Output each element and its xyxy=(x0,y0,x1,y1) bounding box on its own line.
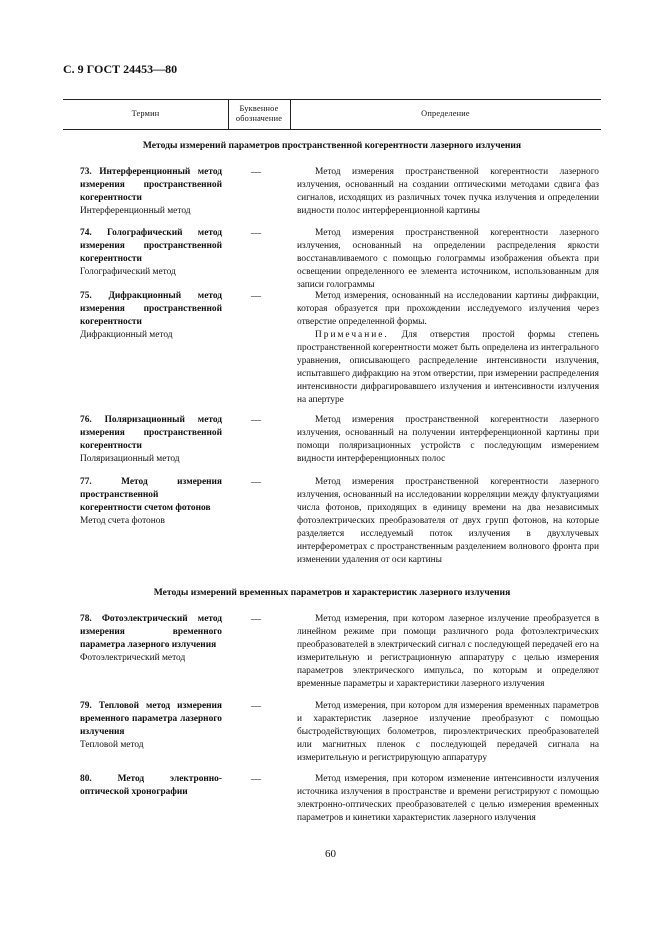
term-name: Голографический метод измерения пространственной когерентности xyxy=(80,228,222,264)
term-definition: Метод измерения, при котором изменение интенсивности излучения источника излучения в пространстве и времени регистрируют с помощью электронно-оптических преобразователей с целью измерения временных параметров и кинетики характеристик лазерного излучения xyxy=(297,774,599,823)
letter-designation: — xyxy=(251,614,261,625)
term-definition: Метод измерения пространственной когерентности лазерного излучения, основанный на исследовании корреляции между флуктуациями числа фотонов, приходящих в единицу времени на два независимых фотоэлектрических преобразователя от двух групп фотонов, на которые разделяется исследуемый поток излучения в двухлучевых интерферометрах с пространственным разделением волнового фронта при изменении удаления от оси картины xyxy=(297,477,599,565)
term-synonym: Фотоэлектрический метод xyxy=(80,653,186,663)
term-entry xyxy=(80,773,222,799)
note-label: Примечание. xyxy=(315,330,389,340)
term-note xyxy=(297,329,599,407)
term-synonym: Тепловой метод xyxy=(80,740,144,750)
term-name: Поляризационный метод измерения пространственной когерентности xyxy=(80,415,222,451)
term-synonym: Дифракционный метод xyxy=(80,330,173,340)
letter-designation: — xyxy=(251,228,261,239)
term-entry xyxy=(80,414,222,466)
term-entry xyxy=(80,613,222,665)
term-synonym: Интерференционный метод xyxy=(80,206,191,216)
column-header-term: Термин xyxy=(131,109,160,118)
term-definition: Метод измерения, при котором лазерное излучение преобразуется в линейном режиме при помощи различного рода фотоэлектрических преобразователей в электрический сигнал с последующей передачей его на измерительную и регистрационную аппаратуру с целью измерения параметров электрического импульса, по которым и определяют временные параметры и характеристики лазерного излучения xyxy=(297,614,599,689)
term-name: Фотоэлектрический метод измерения временного параметра лазерного излучения xyxy=(80,614,222,650)
term-name: Тепловой метод измерения временного параметра лазерного излучения xyxy=(80,701,222,737)
term-name: Интерференционный метод измерения пространственной когерентности xyxy=(80,167,222,203)
term-name: Метод электронно-оптической хронографии xyxy=(80,774,222,797)
term-number: 80. xyxy=(80,774,92,784)
letter-designation: — xyxy=(251,415,261,426)
letter-designation: — xyxy=(251,701,261,712)
term-number: 76. xyxy=(80,415,92,425)
term-number: 77. xyxy=(80,477,92,487)
term-number: 73. xyxy=(80,167,92,177)
table-header-rule xyxy=(63,129,601,130)
letter-designation: — xyxy=(251,477,261,488)
term-definition: Метод измерения пространственной когерентности лазерного излучения, основанный на создании оптическими методами сдвига фаз сигналов, исходящих из различных точек пучка излучения и определении видности полос интерференционной картины xyxy=(297,167,599,216)
term-number: 78. xyxy=(80,614,92,624)
term-entry xyxy=(80,700,222,752)
term-number: 79. xyxy=(80,701,92,711)
page-number: 60 xyxy=(325,848,336,860)
term-entry xyxy=(80,476,222,528)
term-name: Метод измерения пространственной когерентности счетом фотонов xyxy=(80,477,222,513)
letter-designation: — xyxy=(251,167,261,178)
term-definition: Метод измерения, при котором для измерения временных параметров и характеристик лазерное излучение преобразуют с помощью быстродействующих болометров, пироэлектрических преобразователей или магнитных пленок с последующей передачей сигнала на измерительную и регистрирующую аппаратуру xyxy=(297,701,599,763)
term-entry xyxy=(80,166,222,218)
letter-designation: — xyxy=(251,291,261,302)
term-synonym: Голографический метод xyxy=(80,267,176,277)
term-definition: Метод измерения пространственной когерентности лазерного излучения, основанный на определении распределения яркости восстанавливаемого с помощью голограммы изображения объекта при освещении определенного ее элемента источником, использованным для записи голограммы xyxy=(297,228,599,290)
note-text: Для отверстия простой формы степень пространственной когерентности может быть определена из интегрального уравнения, описывающего распределение интенсивности излучения, испытавшего дифракцию на этом отверстии, при измерении распределения интенсивности дифрагировавшего излучения и интенсивности излучения на апертуре xyxy=(297,330,600,405)
term-definition: Метод измерения пространственной когерентности лазерного излучения, основанный на получении интерференционной картины при помощи поляризационных устройств с последующим измерением видности интерференционных полос xyxy=(297,415,599,464)
term-number: 75. xyxy=(80,291,92,301)
page-header: С. 9 ГОСТ 24453—80 xyxy=(63,62,178,76)
letter-designation: — xyxy=(251,774,261,785)
section-title: Методы измерений временных параметров и характеристик лазерного излучения xyxy=(153,587,511,598)
term-number: 74. xyxy=(80,228,92,238)
term-synonym: Метод счета фотонов xyxy=(80,516,165,526)
term-definition: Метод измерения, основанный на исследовании картины дифракции, которая образуется при прохождении исследуемого излучения через отверстие определенной формы. Примечание. Для отверстия простой формы степень пространственной когерентности может быть определена из интегрального уравнения, описывающего распределение интенсивности излучения, испытавшего дифракцию на этом отверстии, при измерении распределения интенсивности дифрагировавшего излучения и интенсивности излучения на апертуре xyxy=(297,291,600,405)
column-header-definition: Определение xyxy=(421,109,470,118)
term-name: Дифракционный метод измерения пространственной когерентности xyxy=(80,291,222,327)
column-header-letter: Буквенное обозначение xyxy=(235,104,283,123)
term-synonym: Поляризационный метод xyxy=(80,454,180,464)
term-entry xyxy=(80,227,222,279)
term-entry xyxy=(80,290,222,342)
section-title: Методы измерений параметров пространственной когерентности лазерного излучения xyxy=(142,140,522,151)
